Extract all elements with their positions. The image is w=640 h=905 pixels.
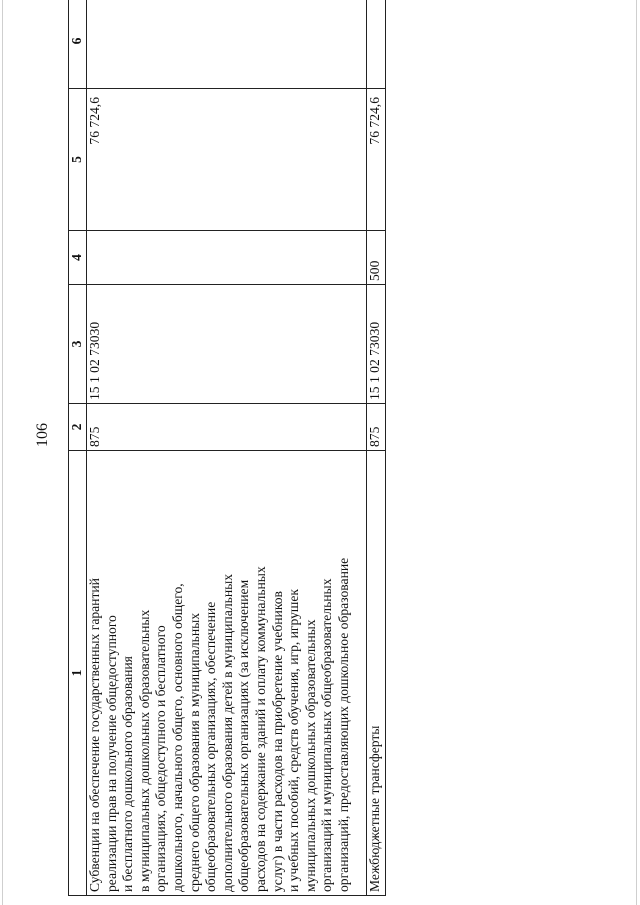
row1-name-line: организациях, общедоступного и бесплатного: [153, 625, 169, 892]
row1-name-line: в муниципальных дошкольных образовательных: [136, 609, 152, 892]
page-number-text: 106: [34, 423, 51, 447]
row1-name-line: муниципальных дошкольных образовательных: [302, 619, 318, 892]
row2-name: [367, 451, 386, 896]
row1-name-line: дошкольного, начального общего, основного общего,: [169, 583, 185, 892]
row1-name-line: общеобразовательных организациях (за исключением: [236, 579, 252, 892]
row1-col2: 875: [87, 404, 367, 451]
header-col-4: 4: [69, 231, 87, 285]
row1-name-line: организаций, предоставляющих дошкольное образование: [335, 557, 351, 892]
row1-name-line: и бесплатного дошкольного образования: [120, 656, 136, 892]
row1-name-line: реализации прав на получение общедоступного: [103, 615, 119, 892]
table-row: [87, 0, 367, 896]
budget-table-rotated: [68, 36, 386, 896]
row1-col5: 76 724,6: [87, 89, 367, 231]
row2-name-line: Межбюджетные трансферты: [367, 725, 382, 892]
header-col-5: 5: [69, 89, 87, 231]
row1-name-line: услуг) в части расходов на приобретение учебников: [269, 591, 285, 892]
budget-table: [68, 0, 386, 896]
row1-name-line: Субвенции на обеспечение государственных гарантий: [87, 578, 102, 892]
header-col-1: 1: [69, 451, 87, 896]
scan-edge-right: [636, 0, 637, 905]
header-col-2: 2: [69, 404, 87, 451]
row1-name: [87, 451, 367, 896]
row2-col6: [367, 0, 386, 89]
table-header-row: [69, 0, 87, 896]
table-row: [367, 0, 386, 896]
row1-col4: [87, 231, 367, 285]
row1-name-line: общеобразовательных организациях, обеспечение: [203, 601, 219, 892]
row2-col3: 15 1 02 73030: [367, 285, 386, 404]
row2-col4: 500: [367, 231, 386, 285]
scan-edge-left: [2, 0, 3, 905]
row1-name-line: организаций и муниципальных общеобразовательных: [319, 578, 335, 892]
header-col-6: 6: [69, 0, 87, 89]
row1-col3: 15 1 02 73030: [87, 285, 367, 404]
row1-name-line: и учебных пособий, средств обучения, игр, игрушек: [286, 588, 302, 892]
row1-name-line: среднего общего образования в муниципальных: [186, 612, 202, 892]
row1-col6: [87, 0, 367, 89]
header-col-3: 3: [69, 285, 87, 404]
row1-name-line: дополнительного образования детей в муниципальных: [219, 573, 235, 892]
row1-name-line: расходов на содержание зданий и оплату коммунальных: [252, 566, 268, 892]
row2-col2: 875: [367, 404, 386, 451]
row2-col5: 76 724,6: [367, 89, 386, 231]
